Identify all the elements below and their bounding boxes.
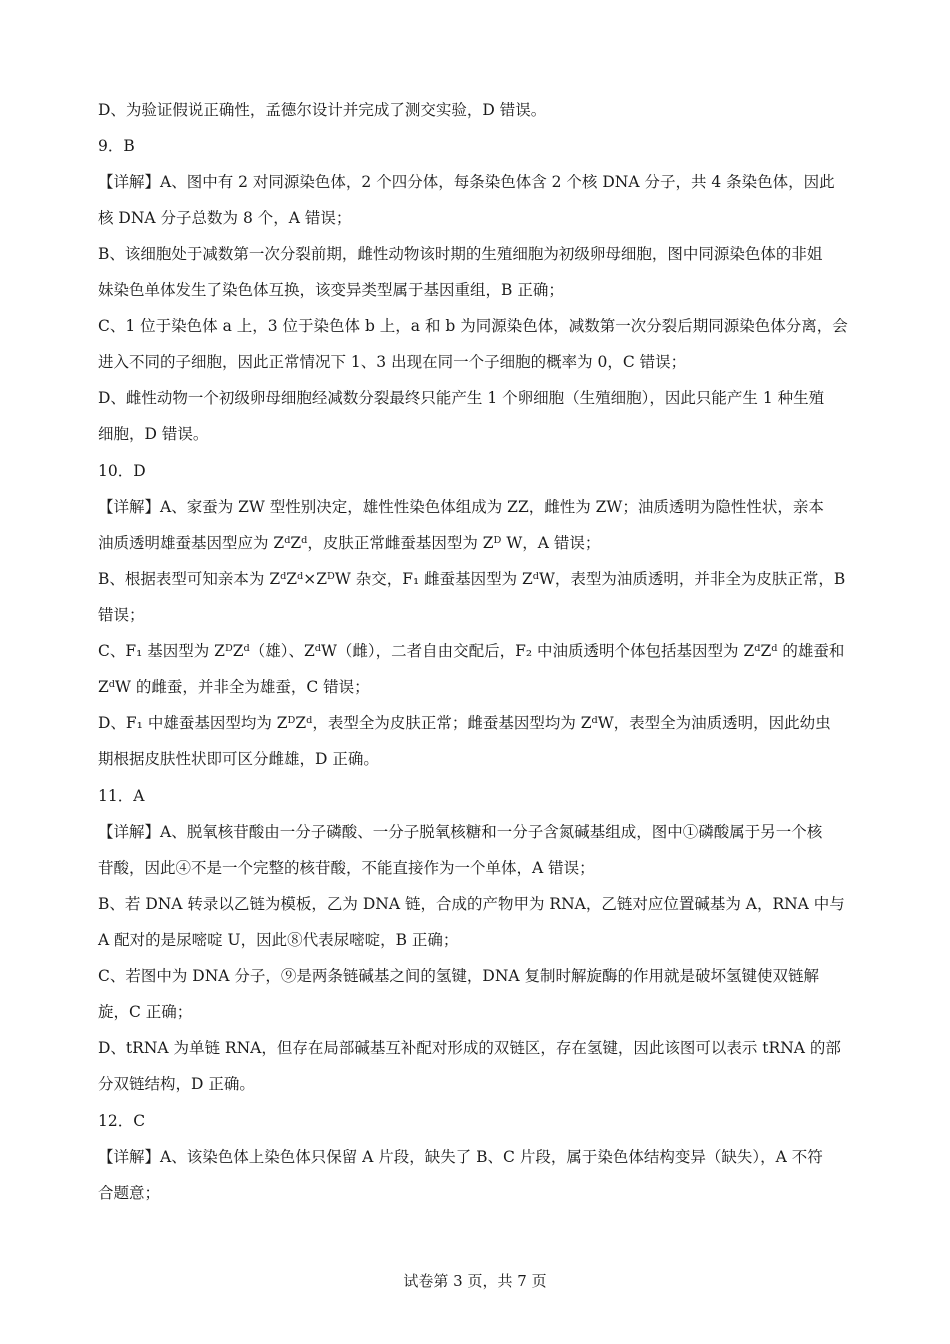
text-line: 苷酸，因此④不是一个完整的核苷酸，不能直接作为一个单体，A 错误；	[98, 859, 595, 877]
text-line: B、根据表型可知亲本为 ZᵈZᵈ×ZᴰW 杂交，F₁ 雌蚕基因型为 ZᵈW，表型为油质透明，并非全为皮肤正常，B	[98, 570, 846, 588]
text-line: D、雌性动物一个初级卵母细胞经减数分裂最终只能产生 1 个卵细胞（生殖细胞），因此只能产生 1 种生殖	[98, 389, 825, 407]
text-line: 旋，C 正确；	[98, 1003, 193, 1021]
text-line: D、tRNA 为单链 RNA，但存在局部碱基互补配对形成的双链区，存在氢键，因此该图可以表示 tRNA 的部	[98, 1039, 841, 1057]
text-line: A 配对的是尿嘧啶 U，因此⑧代表尿嘧啶，B 正确；	[98, 931, 459, 949]
text-line: B、若 DNA 转录以乙链为模板，乙为 DNA 链，合成的产物甲为 RNA，乙链对应位置碱基为 A，RNA 中与	[98, 895, 845, 913]
text-line: 核 DNA 分子总数为 8 个，A 错误；	[98, 209, 352, 227]
text-line: 油质透明雄蚕基因型应为 ZᵈZᵈ，皮肤正常雌蚕基因型为 Zᴰ W，A 错误；	[98, 534, 601, 552]
text-line: D、为验证假说正确性，孟德尔设计并完成了测交实验，D 错误。	[98, 101, 547, 119]
page-footer: 试卷第 3 页，共 7 页	[403, 1272, 547, 1290]
text-line: 妹染色单体发生了染色体互换，该变异类型属于基因重组，B 正确；	[98, 281, 564, 299]
text-line: 分双链结构，D 正确。	[98, 1075, 255, 1093]
text-line: C、1 位于染色体 a 上，3 位于染色体 b 上，a 和 b 为同源染色体，减数第一次分裂后期同源染色体分离，会	[98, 317, 848, 335]
text-line: 合题意；	[98, 1184, 161, 1202]
answer-heading: 9．B	[98, 137, 135, 155]
text-line: 【详解】A、该染色体上染色体只保留 A 片段，缺失了 B、C 片段，属于染色体结构变异（缺失），A 不符	[98, 1148, 823, 1166]
text-line: ZᵈW 的雌蚕，并非全为雄蚕，C 错误；	[98, 678, 370, 696]
text-line: 【详解】A、家蚕为 ZW 型性别决定，雄性性染色体组成为 ZZ，雌性为 ZW；油质透明为隐性性状，亲本	[98, 498, 824, 516]
text-line: 【详解】A、图中有 2 对同源染色体，2 个四分体，每条染色体含 2 个核 DNA 分子，共 4 条染色体，因此	[98, 173, 835, 191]
answer-heading: 12．C	[98, 1112, 146, 1130]
text-line: 【详解】A、脱氧核苷酸由一分子磷酸、一分子脱氧核糖和一分子含氮碱基组成，图中①磷酸属于另一个核	[98, 823, 823, 841]
text-line: 进入不同的子细胞，因此正常情况下 1、3 出现在同一个子细胞的概率为 0，C 错误；	[98, 353, 687, 371]
text-line: 细胞，D 错误。	[98, 425, 209, 443]
text-line: 错误；	[98, 606, 145, 624]
answer-heading: 11．A	[98, 787, 145, 805]
text-line: C、若图中为 DNA 分子，⑨是两条链碱基之间的氢键，DNA 复制时解旋酶的作用就是破坏氢键使双链解	[98, 967, 820, 985]
text-line: C、F₁ 基因型为 ZᴰZᵈ（雄）、ZᵈW（雌），二者自由交配后，F₂ 中油质透明个体包括基因型为 ZᵈZᵈ 的雄蚕和	[98, 642, 845, 660]
text-line: 期根据皮肤性状即可区分雌雄，D 正确。	[98, 750, 379, 768]
answer-heading: 10．D	[98, 462, 146, 480]
text-line: D、F₁ 中雄蚕基因型均为 ZᴰZᵈ，表型全为皮肤正常；雌蚕基因型均为 ZᵈW，表型全为油质透明，因此幼虫	[98, 714, 831, 732]
text-line: B、该细胞处于减数第一次分裂前期，雌性动物该时期的生殖细胞为初级卵母细胞，图中同源染色体的非姐	[98, 245, 823, 263]
